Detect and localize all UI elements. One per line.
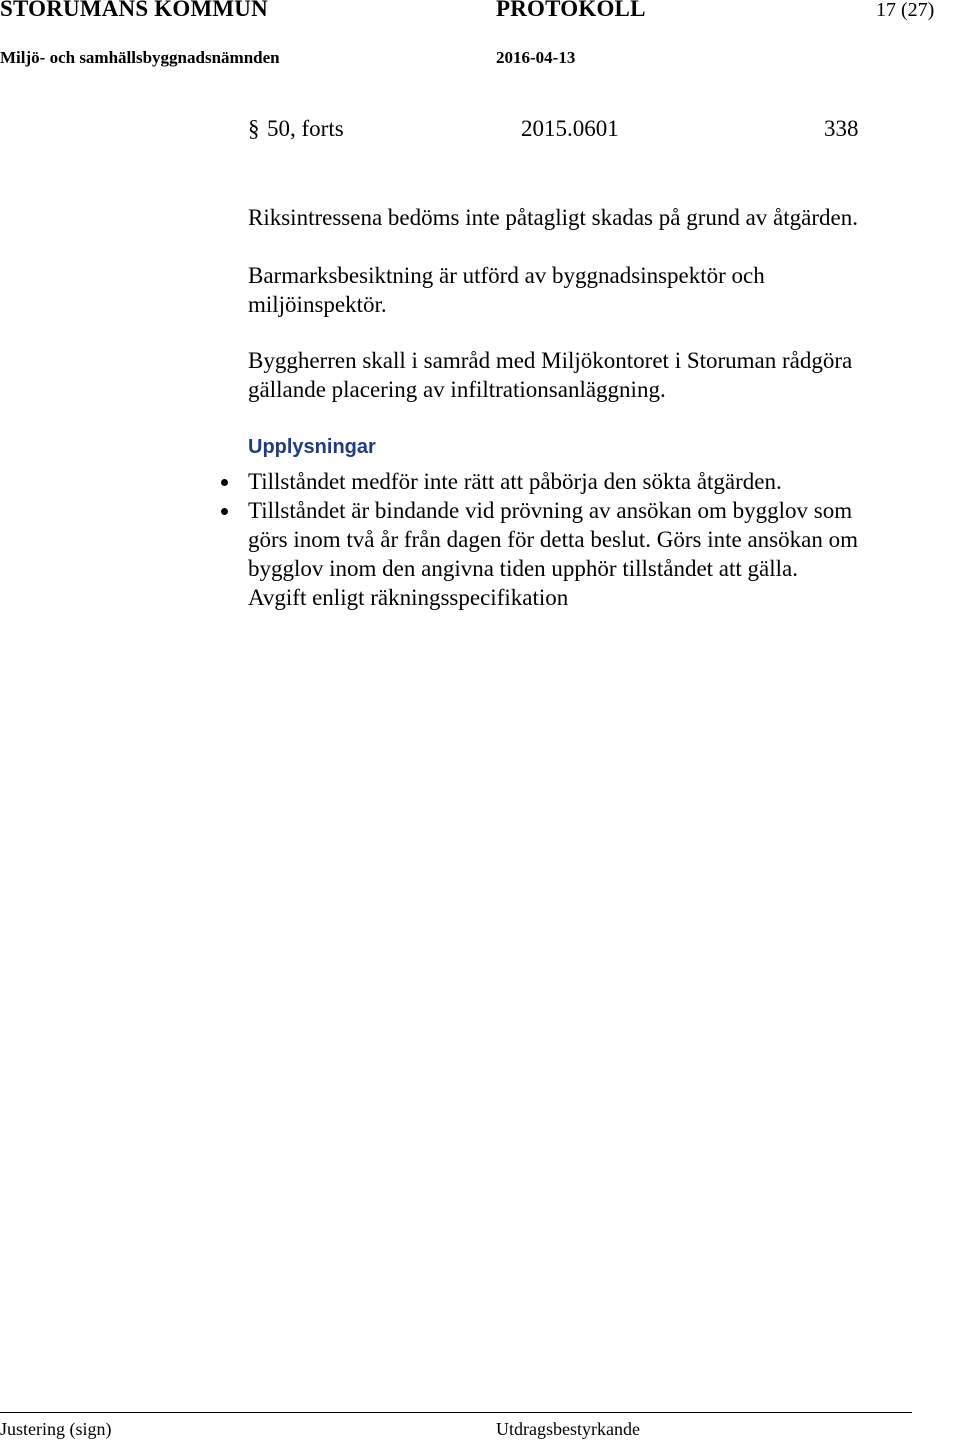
- bullet-icon: [221, 508, 228, 515]
- section-symbol: §: [248, 116, 260, 141]
- footer-adjustment-signature: Justering (sign): [0, 1419, 112, 1439]
- info-bullet-item: Tillståndet medför inte rätt att påbörja den sökta åtgärden.: [248, 469, 782, 494]
- paragraph-builder-consultation: Byggherren skall i samråd med Miljökontoret i Storuman rådgöra gällande placering av infiltrationsanläggning.: [248, 348, 853, 402]
- information-heading: Upplysningar: [248, 436, 376, 458]
- page-number: 17 (27): [876, 0, 935, 21]
- bullet-icon: [221, 479, 228, 486]
- case-number: 2015.0601: [521, 116, 619, 141]
- footer-divider: [0, 1412, 912, 1413]
- document-type: PROTOKOLL: [496, 0, 646, 21]
- meeting-date: 2016-04-13: [496, 48, 576, 67]
- organization-name: STORUMANS KOMMUN: [0, 0, 268, 21]
- paragraph-inspection: Barmarksbesiktning är utförd av byggnadsinspektör och miljöinspektör.: [248, 263, 765, 317]
- item-number: 338: [824, 116, 859, 141]
- paragraph-national-interest: Riksintressena bedöms inte påtagligt skadas på grund av åtgärden.: [248, 205, 858, 230]
- info-bullet-item: Tillståndet är bindande vid prövning av ansökan om bygglov som görs inom två år från dagen för detta beslut. Görs inte ansökan om bygglov inom den angivna tiden upphör tillståndet att gälla.: [248, 498, 858, 581]
- fee-note: Avgift enligt räkningsspecifikation: [248, 585, 569, 610]
- section-number: 50, forts: [267, 116, 344, 141]
- footer-extract-certification: Utdragsbestyrkande: [496, 1419, 640, 1439]
- board-name: Miljö- och samhällsbyggnadsnämnden: [0, 48, 280, 67]
